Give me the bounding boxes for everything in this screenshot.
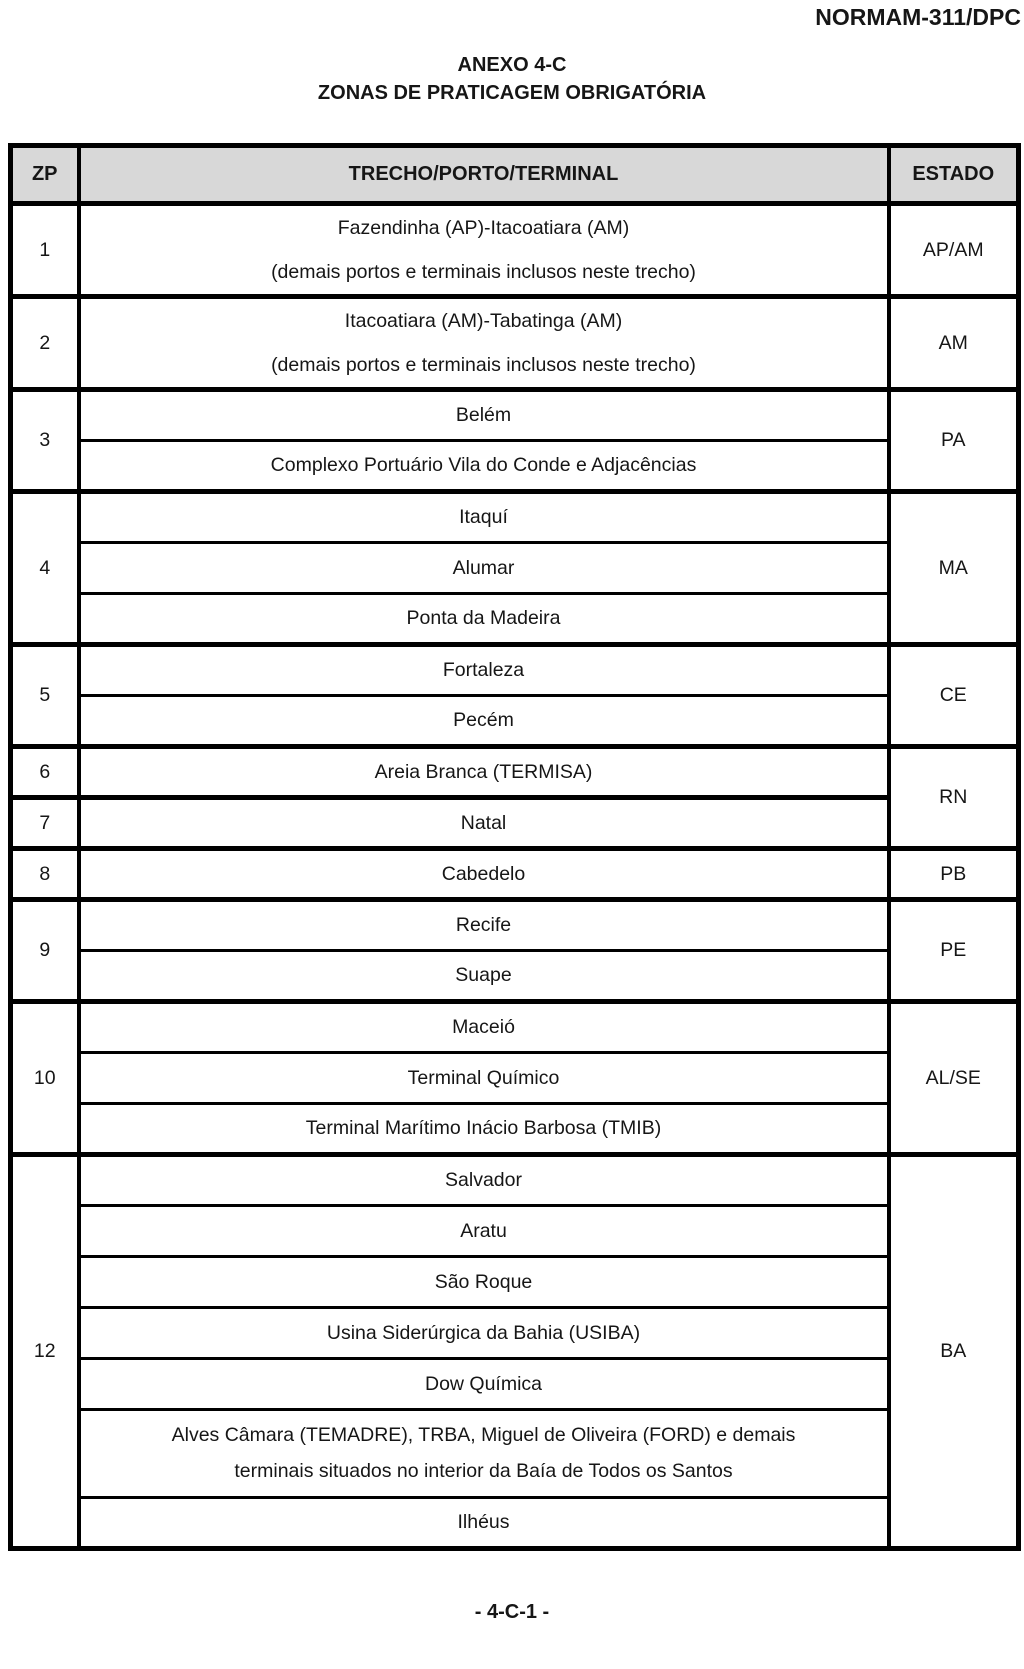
trecho-cell: Terminal Marítimo Inácio Barbosa (TMIB)	[79, 1104, 889, 1155]
zp-cell: 7	[11, 798, 79, 849]
page-number: - 4-C-1 -	[474, 1601, 550, 1623]
trecho-cell: Itaquí	[79, 492, 889, 543]
table-header-row	[11, 146, 1019, 204]
document-reference: NORMAM-311/DPC	[815, 4, 1021, 30]
pilotage-zones-table	[8, 143, 1021, 1551]
table-row	[11, 543, 1019, 594]
trecho-cell: Salvador	[79, 1155, 889, 1206]
trecho-cell: Pecém	[79, 696, 889, 747]
table-row-zp8	[11, 849, 1019, 900]
trecho-cell: Maceió	[79, 1002, 889, 1053]
estado-cell: PE	[889, 900, 1019, 1002]
table-row-zp6	[11, 747, 1019, 798]
zp-cell: 2	[11, 297, 79, 390]
table-row	[11, 696, 1019, 747]
annex-subtitle: ZONAS DE PRATICAGEM OBRIGATÓRIA	[317, 82, 707, 104]
trecho-cell: Suape	[79, 951, 889, 1002]
trecho-cell: Ponta da Madeira	[79, 594, 889, 645]
trecho-cell: Cabedelo	[79, 849, 889, 900]
table-row	[11, 1206, 1019, 1257]
zp-cell: 6	[11, 747, 79, 798]
table-row-zp4	[11, 492, 1019, 543]
trecho-cell: Aratu	[79, 1206, 889, 1257]
table-row-zp5	[11, 645, 1019, 696]
zp-cell: 8	[11, 849, 79, 900]
estado-cell: MA	[889, 492, 1019, 645]
trecho-line: Alves Câmara (TEMADRE), TRBA, Miguel de Oliveira (FORD) e demais terminais situados no interior da Baía de Todos os Santos	[171, 1424, 796, 1482]
header-zp: ZP	[11, 146, 79, 204]
table-row	[11, 1308, 1019, 1359]
table-row-zp7	[11, 798, 1019, 849]
estado-cell: AM	[889, 297, 1019, 390]
trecho-line: Fazendinha (AP)-Itacoatiara (AM)	[337, 216, 630, 239]
table-row-zp1	[11, 204, 1019, 297]
trecho-cell	[79, 204, 889, 297]
trecho-cell: Ilhéus	[79, 1498, 889, 1549]
trecho-cell	[79, 1410, 889, 1498]
zp-cell: 5	[11, 645, 79, 747]
table-row	[11, 951, 1019, 1002]
estado-cell: AL/SE	[889, 1002, 1019, 1155]
table-row	[11, 441, 1019, 492]
trecho-line: (demais portos e terminais inclusos neste trecho)	[271, 353, 696, 376]
zp-cell: 1	[11, 204, 79, 297]
trecho-cell: Recife	[79, 900, 889, 951]
zp-cell: 4	[11, 492, 79, 645]
table-row	[11, 1498, 1019, 1549]
table-row	[11, 594, 1019, 645]
estado-cell: RN	[889, 747, 1019, 849]
table-row	[11, 1104, 1019, 1155]
zp-cell: 10	[11, 1002, 79, 1155]
zp-cell: 12	[11, 1155, 79, 1549]
trecho-cell: Areia Branca (TERMISA)	[79, 747, 889, 798]
table-row	[11, 1410, 1019, 1498]
table-row	[11, 1053, 1019, 1104]
table-row-zp9	[11, 900, 1019, 951]
trecho-cell: São Roque	[79, 1257, 889, 1308]
trecho-cell: Fortaleza	[79, 645, 889, 696]
trecho-cell: Belém	[79, 390, 889, 441]
table-row-zp12	[11, 1155, 1019, 1206]
table-row-zp3	[11, 390, 1019, 441]
table-row-zp10	[11, 1002, 1019, 1053]
trecho-cell: Dow Química	[79, 1359, 889, 1410]
trecho-cell: Natal	[79, 798, 889, 849]
table-row	[11, 1359, 1019, 1410]
zp-cell: 9	[11, 900, 79, 1002]
trecho-cell: Complexo Portuário Vila do Conde e Adjacências	[79, 441, 889, 492]
header-estado: ESTADO	[889, 146, 1019, 204]
trecho-cell: Terminal Químico	[79, 1053, 889, 1104]
annex-title: ANEXO 4-C	[457, 54, 567, 76]
estado-cell: PB	[889, 849, 1019, 900]
trecho-cell: Alumar	[79, 543, 889, 594]
estado-cell: BA	[889, 1155, 1019, 1549]
zp-cell: 3	[11, 390, 79, 492]
table-row	[11, 1257, 1019, 1308]
table-row-zp2	[11, 297, 1019, 390]
trecho-cell	[79, 297, 889, 390]
page-title	[0, 51, 1024, 107]
estado-cell: PA	[889, 390, 1019, 492]
trecho-cell: Usina Siderúrgica da Bahia (USIBA)	[79, 1308, 889, 1359]
estado-cell: CE	[889, 645, 1019, 747]
trecho-line: (demais portos e terminais inclusos neste trecho)	[271, 260, 696, 283]
trecho-line: Itacoatiara (AM)-Tabatinga (AM)	[344, 309, 623, 332]
header-trecho: TRECHO/PORTO/TERMINAL	[79, 146, 889, 204]
estado-cell: AP/AM	[889, 204, 1019, 297]
